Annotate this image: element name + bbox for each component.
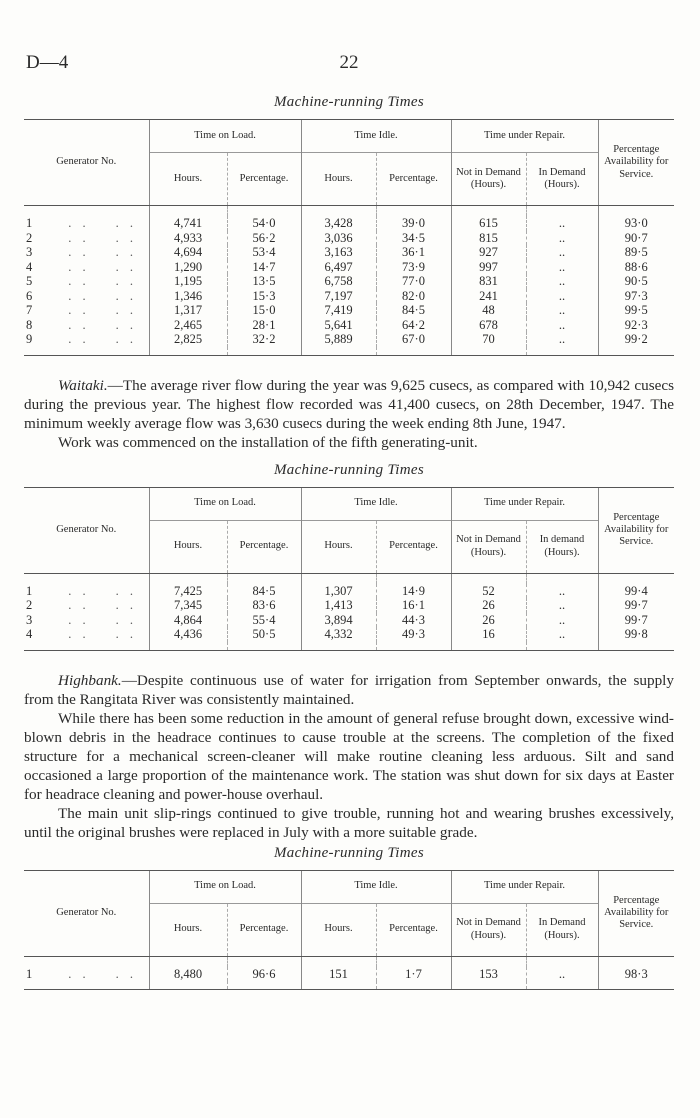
in-demand-cell: .. (526, 584, 598, 599)
load-hours-cell: 4,694 (149, 245, 227, 260)
col-idle-hours: Hours. (301, 153, 376, 206)
not-in-demand-cell: 615 (451, 216, 526, 231)
col-not-in-demand: Not in Demand (Hours). (451, 153, 526, 206)
load-percentage-cell: 55·4 (227, 613, 301, 628)
col-availability: Percentage Availability for Service. (598, 870, 674, 956)
idle-percentage-cell: 34·5 (376, 231, 451, 246)
col-time-idle: Time Idle. (301, 487, 451, 520)
leader-dots: . . (115, 627, 137, 641)
not-in-demand-cell: 678 (451, 318, 526, 333)
load-percentage-cell: 96·6 (227, 967, 301, 982)
generator-number: 8 (26, 317, 33, 332)
table-row (24, 216, 674, 231)
generator-number: 4 (26, 259, 33, 274)
col-time-on-load: Time on Load. (149, 870, 301, 903)
load-hours-cell: 2,465 (149, 318, 227, 333)
load-hours-cell: 8,480 (149, 967, 227, 982)
table-row (24, 318, 674, 333)
col-in-demand: In demand (Hours). (526, 520, 598, 573)
col-generator-no: Generator No. (24, 120, 149, 206)
idle-hours-cell: 5,889 (301, 332, 376, 347)
leader-dots: . . (68, 303, 90, 317)
generator-number-cell (24, 584, 149, 599)
col-not-in-demand: Not in Demand (Hours). (451, 520, 526, 573)
table-caption: Machine-running Times (273, 844, 425, 861)
in-demand-cell: .. (526, 318, 598, 333)
load-hours-cell: 1,346 (149, 289, 227, 304)
load-percentage-cell: 53·4 (227, 245, 301, 260)
not-in-demand-cell: 52 (451, 584, 526, 599)
generator-number: 1 (26, 966, 33, 981)
generator-number: 6 (26, 288, 33, 303)
col-generator-no: Generator No. (24, 487, 149, 573)
col-generator-no: Generator No. (24, 870, 149, 956)
leader-dots: . . (115, 598, 137, 612)
col-idle-percentage: Percentage. (376, 903, 451, 956)
in-demand-cell: .. (526, 613, 598, 628)
idle-percentage-cell: 64·2 (376, 318, 451, 333)
idle-hours-cell: 3,163 (301, 245, 376, 260)
in-demand-cell: .. (526, 274, 598, 289)
idle-hours-cell: 151 (301, 967, 376, 982)
generator-number-cell (24, 627, 149, 642)
in-demand-cell: .. (526, 289, 598, 304)
not-in-demand-cell: 153 (451, 967, 526, 982)
leader-dots: . . (68, 627, 90, 641)
leader-dots: . . (115, 317, 137, 332)
idle-percentage-cell: 16·1 (376, 598, 451, 613)
in-demand-cell: .. (526, 231, 598, 246)
leader-dots: . . (68, 216, 90, 230)
leader-dots: . . (115, 583, 137, 598)
load-hours-cell: 4,933 (149, 231, 227, 246)
table-row (24, 332, 674, 347)
generator-number-cell (24, 598, 149, 613)
in-demand-cell: .. (526, 260, 598, 275)
machine-running-table-3 (24, 870, 674, 991)
idle-hours-cell: 3,894 (301, 613, 376, 628)
load-hours-cell: 1,195 (149, 274, 227, 289)
leader-dots: . . (115, 612, 137, 627)
not-in-demand-cell: 70 (451, 332, 526, 347)
idle-percentage-cell: 49·3 (376, 627, 451, 642)
table-row (24, 598, 674, 613)
idle-percentage-cell: 39·0 (376, 216, 451, 231)
generator-number-cell (24, 332, 149, 347)
idle-hours-cell: 4,332 (301, 627, 376, 642)
generator-number: 9 (26, 332, 33, 346)
idle-percentage-cell: 82·0 (376, 289, 451, 304)
page-number: 22 (339, 52, 359, 73)
load-percentage-cell: 83·6 (227, 598, 301, 613)
leader-dots: . . (115, 966, 137, 981)
load-percentage-cell: 54·0 (227, 216, 301, 231)
col-load-hours: Hours. (149, 903, 227, 956)
load-hours-cell: 4,436 (149, 627, 227, 642)
not-in-demand-cell: 241 (451, 289, 526, 304)
idle-percentage-cell: 84·5 (376, 303, 451, 318)
in-demand-cell: .. (526, 245, 598, 260)
table-caption: Machine-running Times (273, 461, 425, 478)
not-in-demand-cell: 26 (451, 613, 526, 628)
generator-number-cell (24, 260, 149, 275)
table-row (24, 245, 674, 260)
col-load-percentage: Percentage. (227, 903, 301, 956)
machine-running-table-2 (24, 487, 674, 651)
leader-dots: . . (115, 216, 137, 230)
generator-number-cell (24, 216, 149, 231)
leader-dots: . . (115, 245, 137, 259)
col-time-on-load: Time on Load. (149, 487, 301, 520)
load-hours-cell: 1,317 (149, 303, 227, 318)
page (24, 44, 674, 990)
idle-hours-cell: 1,413 (301, 598, 376, 613)
col-time-under-repair: Time under Repair. (451, 487, 598, 520)
table-row (24, 274, 674, 289)
table-row (24, 289, 674, 304)
generator-number-cell (24, 231, 149, 246)
leader-dots: . . (68, 583, 90, 598)
col-load-percentage: Percentage. (227, 520, 301, 573)
idle-hours-cell: 6,758 (301, 274, 376, 289)
load-percentage-cell: 32·2 (227, 332, 301, 347)
leader-dots: . . (68, 332, 90, 346)
col-time-under-repair: Time under Repair. (451, 120, 598, 153)
availability-cell: 92·3 (598, 318, 674, 333)
col-load-hours: Hours. (149, 520, 227, 573)
col-idle-hours: Hours. (301, 903, 376, 956)
paragraph-highbank-slip-rings: The main unit slip-rings continued to give trouble, running hot and wearing brushes excessively, until the original brushes were replaced in July with a more suitable grade. (24, 804, 674, 841)
not-in-demand-cell: 831 (451, 274, 526, 289)
col-time-idle: Time Idle. (301, 870, 451, 903)
not-in-demand-cell: 48 (451, 303, 526, 318)
leader-dots: . . (68, 230, 90, 245)
col-load-hours: Hours. (149, 153, 227, 206)
load-percentage-cell: 56·2 (227, 231, 301, 246)
table-row (24, 231, 674, 246)
availability-cell: 90·7 (598, 231, 674, 246)
idle-percentage-cell: 44·3 (376, 613, 451, 628)
load-hours-cell: 1,290 (149, 260, 227, 275)
leader-dots: . . (115, 288, 137, 303)
table-row (24, 627, 674, 642)
in-demand-cell: .. (526, 598, 598, 613)
generator-number: 3 (26, 245, 33, 259)
generator-number: 5 (26, 274, 33, 288)
not-in-demand-cell: 26 (451, 598, 526, 613)
generator-number: 1 (26, 583, 33, 598)
col-availability: Percentage Availability for Service. (598, 487, 674, 573)
leader-dots: . . (115, 274, 137, 288)
idle-hours-cell: 5,641 (301, 318, 376, 333)
col-time-idle: Time Idle. (301, 120, 451, 153)
generator-number-cell (24, 303, 149, 318)
table-row (24, 967, 674, 982)
col-time-on-load: Time on Load. (149, 120, 301, 153)
table-row (24, 584, 674, 599)
table-row (24, 613, 674, 628)
col-not-in-demand: Not in Demand (Hours). (451, 903, 526, 956)
col-idle-percentage: Percentage. (376, 153, 451, 206)
leader-dots: . . (115, 303, 137, 317)
col-time-under-repair: Time under Repair. (451, 870, 598, 903)
paragraph-lead-waitaki: Waitaki. (58, 376, 108, 394)
generator-number: 4 (26, 627, 33, 641)
table-bottom-rule (24, 981, 674, 990)
col-load-percentage: Percentage. (227, 153, 301, 206)
col-idle-hours: Hours. (301, 520, 376, 573)
availability-cell: 97·3 (598, 289, 674, 304)
table-caption: Machine-running Times (273, 94, 425, 110)
leader-dots: . . (115, 230, 137, 245)
generator-number-cell (24, 318, 149, 333)
leader-dots: . . (68, 598, 90, 612)
not-in-demand-cell: 815 (451, 231, 526, 246)
availability-cell: 99·5 (598, 303, 674, 318)
leader-dots: . . (68, 966, 90, 981)
leader-dots: . . (68, 288, 90, 303)
generator-number-cell (24, 289, 149, 304)
paragraph-waitaki-work: Work was commenced on the installation of the fifth generating-unit. (58, 433, 478, 451)
idle-hours-cell: 3,036 (301, 231, 376, 246)
idle-percentage-cell: 77·0 (376, 274, 451, 289)
availability-cell: 90·5 (598, 274, 674, 289)
paragraph-waitaki-flow: Waitaki.—The average river flow during the year was 9,625 cusecs, as compared with 10,942 cusecs during the previous year. The highest flow recorded was 41,400 cusecs, on 28th December, 1947. The minimum weekly average flow was 3,630 cusecs during the week ending 8th June, 1947. (24, 376, 674, 432)
availability-cell: 99·7 (598, 598, 674, 613)
in-demand-cell: .. (526, 967, 598, 982)
generator-number: 2 (26, 230, 33, 245)
idle-percentage-cell: 1·7 (376, 967, 451, 982)
idle-percentage-cell: 14·9 (376, 584, 451, 599)
leader-dots: . . (68, 274, 90, 288)
table-row (24, 260, 674, 275)
table-row (24, 303, 674, 318)
leader-dots: . . (68, 612, 90, 627)
leader-dots: . . (68, 259, 90, 274)
load-percentage-cell: 14·7 (227, 260, 301, 275)
generator-number-cell (24, 613, 149, 628)
idle-percentage-cell: 67·0 (376, 332, 451, 347)
load-hours-cell: 4,864 (149, 613, 227, 628)
col-in-demand: In Demand (Hours). (526, 903, 598, 956)
load-hours-cell: 7,345 (149, 598, 227, 613)
generator-number-cell (24, 967, 149, 982)
table-bottom-rule (24, 642, 674, 651)
load-percentage-cell: 13·5 (227, 274, 301, 289)
load-percentage-cell: 28·1 (227, 318, 301, 333)
leader-dots: . . (68, 245, 90, 259)
generator-number: 7 (26, 303, 33, 317)
in-demand-cell: .. (526, 332, 598, 347)
paragraph-highbank-supply: Highbank.—Despite continuous use of water for irrigation from September onwards, the supply from the Rangitata River was consistently maintained. (24, 671, 674, 708)
not-in-demand-cell: 997 (451, 260, 526, 275)
generator-number-cell (24, 245, 149, 260)
col-availability: Percentage Availability for Service. (598, 120, 674, 206)
availability-cell: 99·8 (598, 627, 674, 642)
machine-running-table-1 (24, 119, 674, 356)
idle-hours-cell: 1,307 (301, 584, 376, 599)
paragraph-highbank-debris: While there has been some reduction in the amount of general refuse brought down, excessive wind-blown debris in the headrace continues to cause trouble at the screens. The completion of the fixed structure for a mechanical screen-cleaner will make routine cleaning less arduous. Silt and sand occasioned a large proportion of the maintenance work. The station was shut down for six days at Easter for headrace cleaning and power-house overhaul. (24, 709, 674, 803)
table-bottom-rule (24, 347, 674, 356)
availability-cell: 89·5 (598, 245, 674, 260)
availability-cell: 99·2 (598, 332, 674, 347)
idle-percentage-cell: 36·1 (376, 245, 451, 260)
paragraph-lead-highbank: Highbank. (58, 671, 122, 689)
in-demand-cell: .. (526, 627, 598, 642)
availability-cell: 99·7 (598, 613, 674, 628)
load-percentage-cell: 50·5 (227, 627, 301, 642)
leader-dots: . . (115, 259, 137, 274)
leader-dots: . . (68, 317, 90, 332)
document-code: D—4 (26, 52, 69, 73)
availability-cell: 93·0 (598, 216, 674, 231)
load-percentage-cell: 15·3 (227, 289, 301, 304)
load-percentage-cell: 84·5 (227, 584, 301, 599)
in-demand-cell: .. (526, 303, 598, 318)
generator-number: 3 (26, 612, 33, 627)
idle-hours-cell: 6,497 (301, 260, 376, 275)
not-in-demand-cell: 927 (451, 245, 526, 260)
col-idle-percentage: Percentage. (376, 520, 451, 573)
col-in-demand: In Demand (Hours). (526, 153, 598, 206)
availability-cell: 98·3 (598, 967, 674, 982)
page-header (24, 44, 674, 73)
load-hours-cell: 2,825 (149, 332, 227, 347)
generator-number: 2 (26, 598, 33, 612)
idle-hours-cell: 7,197 (301, 289, 376, 304)
idle-percentage-cell: 73·9 (376, 260, 451, 275)
availability-cell: 88·6 (598, 260, 674, 275)
idle-hours-cell: 7,419 (301, 303, 376, 318)
leader-dots: . . (115, 332, 137, 346)
idle-hours-cell: 3,428 (301, 216, 376, 231)
load-percentage-cell: 15·0 (227, 303, 301, 318)
not-in-demand-cell: 16 (451, 627, 526, 642)
load-hours-cell: 7,425 (149, 584, 227, 599)
load-hours-cell: 4,741 (149, 216, 227, 231)
generator-number-cell (24, 274, 149, 289)
generator-number: 1 (26, 216, 33, 230)
availability-cell: 99·4 (598, 584, 674, 599)
in-demand-cell: .. (526, 216, 598, 231)
